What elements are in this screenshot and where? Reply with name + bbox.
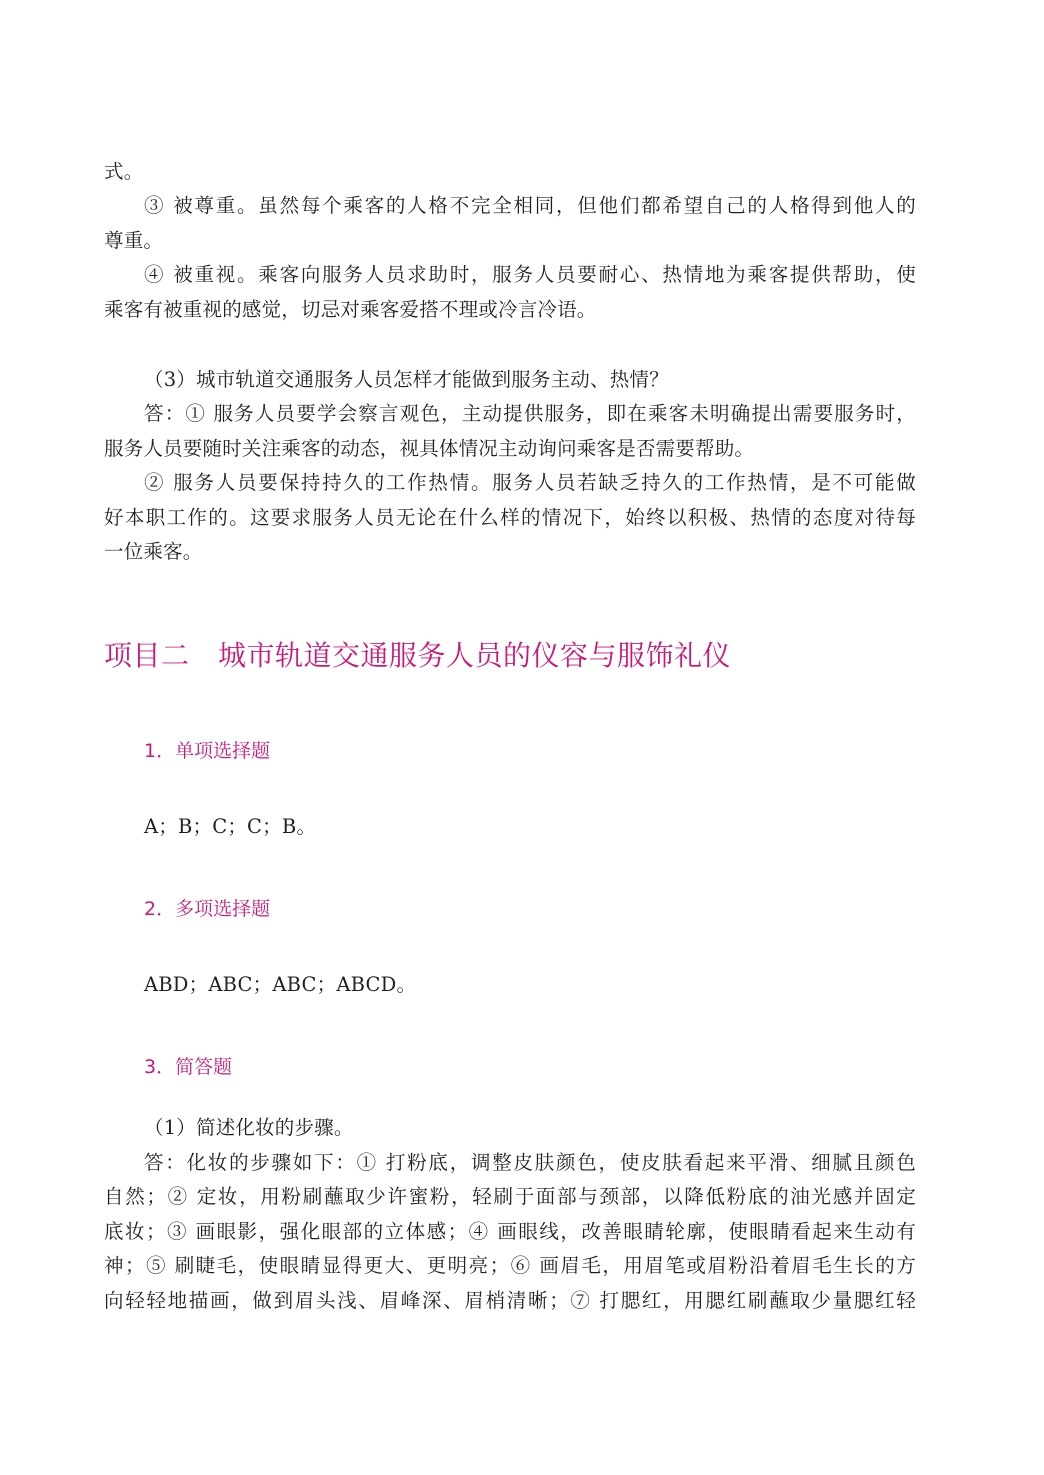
paragraph-line: 尊重。 [104, 229, 164, 252]
paragraph-line: 式。 [104, 160, 144, 183]
paragraph-line: ④ 被重视。乘客向服务人员求助时，服务人员要耐心、热情地为乘客提供帮助，使 [144, 263, 916, 286]
answer-line: 服务人员要随时关注乘客的动态，视具体情况主动询问乘客是否需要帮助。 [104, 437, 755, 460]
answer-line: 好本职工作的。这要求服务人员无论在什么样的情况下，始终以积极、热情的态度对待每 [104, 506, 916, 529]
answer-text: ABD；ABC；ABC；ABCD。 [144, 973, 417, 996]
subsection-heading: 1．单项选择题 [144, 740, 271, 762]
answer-text: A；B；C；C；B。 [144, 815, 317, 838]
section-title: 项目二 城市轨道交通服务人员的仪容与服饰礼仪 [104, 639, 732, 672]
subsection-heading: 2．多项选择题 [144, 898, 271, 920]
answer-line: 底妆；③ 画眼影，强化眼部的立体感；④ 画眼线，改善眼睛轮廓，使眼睛看起来生动有 [104, 1220, 916, 1243]
question-text: （1）简述化妆的步骤。 [144, 1116, 354, 1139]
question-text: （3）城市轨道交通服务人员怎样才能做到服务主动、热情？ [144, 368, 669, 391]
subsection-heading: 3．简答题 [144, 1056, 233, 1078]
answer-line: ② 服务人员要保持持久的工作热情。服务人员若缺乏持久的工作热情，是不可能做 [144, 471, 916, 494]
paragraph-line: ③ 被尊重。虽然每个乘客的人格不完全相同，但他们都希望自己的人格得到他人的 [144, 194, 916, 217]
answer-line: 向轻轻地描画，做到眉头浅、眉峰深、眉梢清晰；⑦ 打腮红，用腮红刷蘸取少量腮红轻 [104, 1289, 916, 1312]
answer-line: 一位乘客。 [104, 540, 203, 563]
answer-line: 答：① 服务人员要学会察言观色，主动提供服务，即在乘客未明确提出需要服务时， [144, 402, 916, 425]
answer-line: 自然；② 定妆，用粉刷蘸取少许蜜粉，轻刷于面部与颈部，以降低粉底的油光感并固定 [104, 1185, 916, 1208]
answer-line: 答：化妆的步骤如下：① 打粉底，调整皮肤颜色，使皮肤看起来平滑、细腻且颜色 [144, 1151, 916, 1174]
paragraph-line: 乘客有被重视的感觉，切忌对乘客爱搭不理或冷言冷语。 [104, 298, 597, 321]
answer-line: 神；⑤ 刷睫毛，使眼睛显得更大、更明亮；⑥ 画眉毛，用眉笔或眉粉沿着眉毛生长的方 [104, 1254, 916, 1277]
